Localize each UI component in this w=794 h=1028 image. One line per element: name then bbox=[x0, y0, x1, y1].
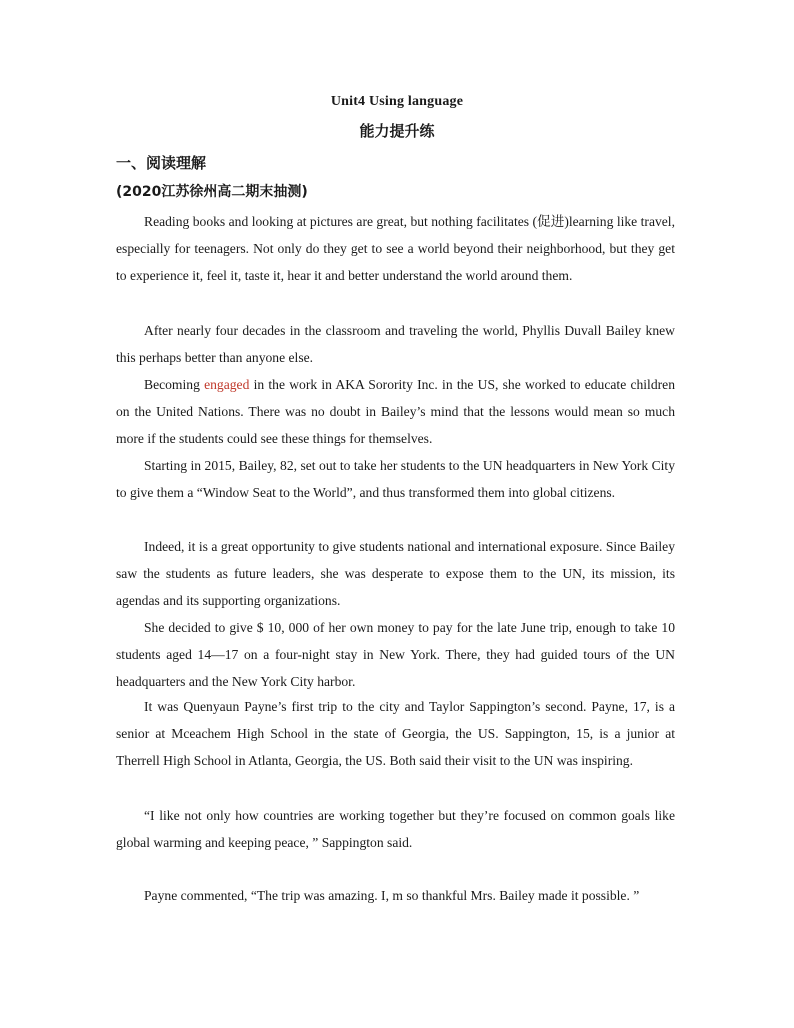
paragraph-2: After nearly four decades in the classroom and traveling the world, Phyllis Duvall Bailey knew this perhaps better than anyone else. bbox=[116, 323, 675, 365]
paragraph-7: It was Quenyaun Payne’s first trip to the city and Taylor Sappington’s second. Payne, 17, is a senior at Mceachem High School in the state of Georgia, the US. Sappington, 15, is a junior at Therrell High School in Atlanta, Georgia, the US. Both said their visit to the UN was inspiring. bbox=[116, 699, 675, 768]
paragraph-8: “I like not only how countries are working together but they’re focused on common goals like global warming and keeping peace, ” Sappington said. bbox=[116, 808, 675, 850]
paragraph-3-pre: Becoming bbox=[144, 377, 205, 392]
paragraph-1: Reading books and looking at pictures are great, but nothing facilitates (促进)learning like travel, especially for teenagers. Not only do they get to see a world beyond their neighborhood, but they get to experience it, feel it, taste it, hear it and better understand the world around them. bbox=[116, 214, 675, 283]
paragraph-5: Indeed, it is a great opportunity to give students national and international exposure. Since Bailey saw the students as future leaders, she was desperate to expose them to the UN, its mission, its agendas and its supporting organizations. bbox=[116, 539, 675, 608]
document-subtitle: 能力提升练 bbox=[359, 122, 435, 140]
source-note: (2020江苏徐州高二期末抽测) bbox=[116, 184, 308, 200]
paragraph-6: She decided to give $ 10, 000 of her own money to pay for the late June trip, enough to take 10 students aged 14—17 on a four-night stay in New York. There, they had guided tours of the UN headquarters and the New York City harbor. bbox=[116, 620, 675, 689]
paragraph-3 bbox=[116, 371, 675, 452]
document-title: Unit4 Using language bbox=[330, 94, 464, 109]
paragraph-9: Payne commented, “The trip was amazing. I, m so thankful Mrs. Bailey made it possible. ” bbox=[144, 888, 640, 903]
paragraph-3-post: in the work in AKA Sorority Inc. in the US, she worked to educate children on the United Nations. There was no doubt in Bailey’s mind that the lessons would mean so much more if the students could see these things for themselves. bbox=[116, 377, 675, 446]
highlighted-word: engaged bbox=[204, 377, 250, 392]
section-heading: 一、阅读理解 bbox=[116, 154, 207, 172]
paragraph-4: Starting in 2015, Bailey, 82, set out to take her students to the UN headquarters in New York City to give them a “Window Seat to the World”, and thus transformed them into global citizens. bbox=[116, 458, 675, 500]
